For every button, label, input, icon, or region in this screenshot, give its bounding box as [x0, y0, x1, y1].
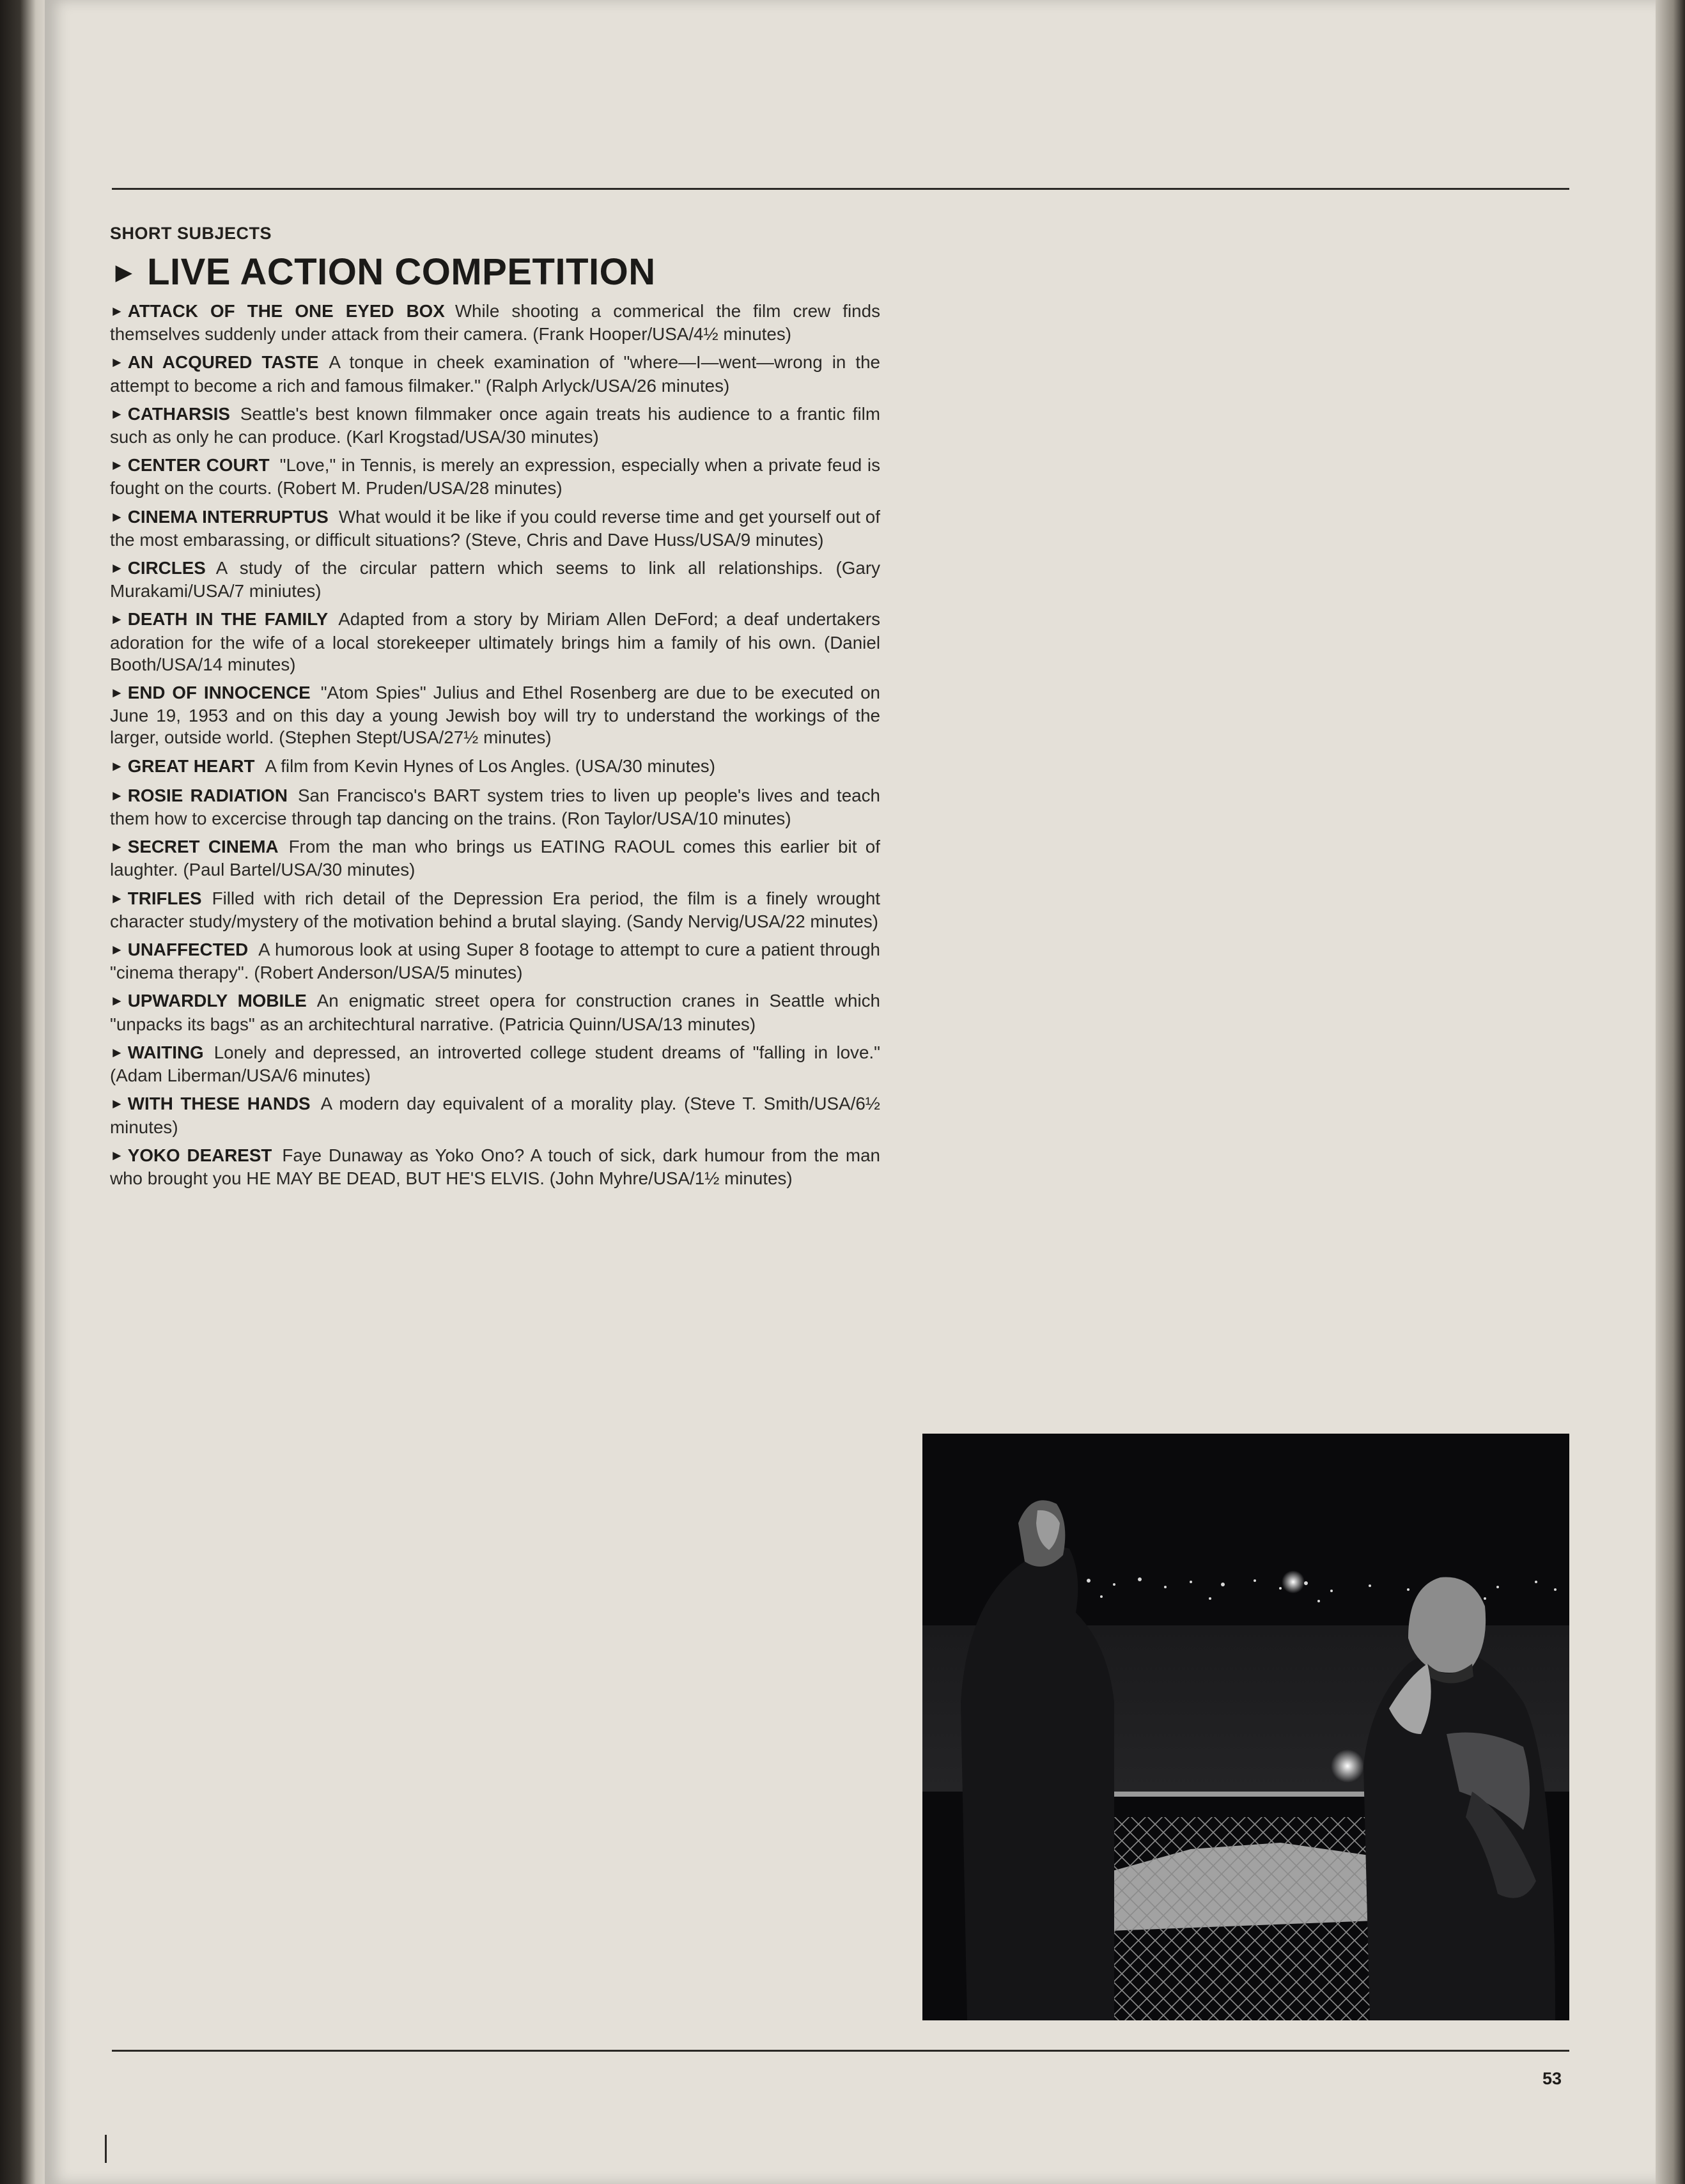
film-title: UPWARDLY MOBILE [127, 991, 307, 1011]
page-edge [1656, 0, 1685, 2184]
bullet-arrow-icon: ► [110, 508, 124, 525]
page-heading [110, 251, 656, 293]
film-entry [110, 454, 880, 499]
bullet-arrow-icon: ► [110, 839, 124, 855]
film-description: From the man who brings us EATING RAOUL comes this earlier bit of laughter. (Paul Bartel/USA/30 minutes) [110, 837, 880, 880]
bullet-arrow-icon: ► [110, 757, 124, 774]
bullet-arrow-icon: ► [110, 611, 124, 628]
film-title: WITH THESE HANDS [127, 1094, 311, 1114]
film-entry [110, 682, 880, 749]
film-description: "Love," in Tennis, is merely an expression, especially when a private feud is fought on the courts. (Robert M. Pruden/USA/28 minutes) [110, 455, 881, 499]
film-description: A humorous look at using Super 8 footage to attempt to cure a patient through "cinema therapy". (Robert Anderson/USA/5 minutes) [110, 940, 880, 983]
film-entry [110, 939, 880, 984]
film-description: What would it be like if you could reverse time and get yourself out of the most embarassing, or difficult situations? (Steve, Chris and Dave Huss/USA/9 minutes) [110, 506, 880, 550]
film-entry [110, 1042, 880, 1087]
bullet-arrow-icon: ► [110, 993, 124, 1009]
film-description: Seattle's best known filmmaker once again treats his audience to a frantic film such as only he can produce. (Karl Krogstad/USA/30 minutes) [110, 403, 880, 447]
binding-edge [0, 0, 45, 2184]
film-description: An enigmatic street opera for construction cranes in Seattle which "unpacks its bags" as an architechtural narrative. (Patricia Quinn/USA/13 minutes) [110, 991, 880, 1034]
film-entry [110, 785, 880, 830]
bullet-arrow-icon: ► [110, 787, 124, 803]
film-entry-list [110, 300, 880, 1196]
film-entry [110, 300, 880, 345]
bullet-arrow-icon: ► [110, 941, 124, 958]
film-description: "Atom Spies" Julius and Ethel Rosenberg are due to be executed on June 19, 1953 and on this day a young Jewish boy will try to understand the workings of the larger, outside world. (Stephen Stept/USA/27½ minutes) [110, 683, 880, 748]
film-title: SECRET CINEMA [127, 837, 279, 857]
film-description: San Francisco's BART system tries to liven up people's lives and teach them how to excercise through tap dancing on the trains. (Ron Taylor/USA/10 minutes) [110, 785, 880, 829]
film-title: DEATH IN THE FAMILY [127, 609, 329, 630]
film-title: ROSIE RADIATION [127, 785, 288, 805]
film-entry [110, 836, 880, 881]
film-still-photo [922, 1434, 1569, 2020]
bottom-rule [112, 2050, 1569, 2052]
film-description: A modern day equivalent of a morality play. (Steve T. Smith/USA/6½ minutes) [110, 1094, 880, 1137]
film-description: Lonely and depressed, an introverted college student dreams of "falling in love." (Adam Liberman/USA/6 minutes) [110, 1042, 880, 1086]
bullet-arrow-icon: ► [110, 1147, 124, 1163]
film-entry [110, 990, 880, 1035]
film-description: Filled with rich detail of the Depression Era period, the film is a finely wrought character study/mystery of the motivation behind a brutal slaying. (Sandy Nervig/USA/22 minutes) [110, 888, 880, 931]
bullet-arrow-icon: ► [110, 354, 124, 371]
bullet-arrow-icon: ► [110, 303, 124, 319]
film-entry [110, 608, 880, 676]
bullet-arrow-icon: ► [110, 560, 124, 577]
film-title: ATTACK OF THE ONE EYED BOX [127, 301, 445, 321]
film-entry [110, 557, 880, 602]
bullet-arrow-icon: ► [110, 1096, 124, 1112]
film-entry [110, 1145, 880, 1189]
film-title: YOKO DEAREST [127, 1145, 272, 1165]
film-title: CIRCLES [127, 558, 206, 578]
film-description: Adapted from a story by Miriam Allen DeFord; a deaf undertakers adoration for the wife of a local storekeeper ultimately brings him a family of his own. (Daniel Booth/USA/14 minutes) [110, 609, 880, 674]
heading-text: LIVE ACTION COMPETITION [147, 251, 656, 293]
heading-arrow-icon: ► [110, 257, 139, 288]
page-number: 53 [1542, 2069, 1562, 2088]
film-entry [110, 403, 880, 448]
film-description: Faye Dunaway as Yoko Ono? A touch of sick, dark humour from the man who brought you HE MAY BE DEAD, BUT HE'S ELVIS. (John Myhre/USA/1½ minutes) [110, 1145, 880, 1188]
film-entry [110, 888, 880, 933]
film-title: CINEMA INTERRUPTUS [127, 506, 329, 527]
film-entry [110, 352, 880, 396]
bullet-arrow-icon: ► [110, 890, 124, 906]
top-rule [112, 188, 1569, 190]
bullet-arrow-icon: ► [110, 405, 124, 422]
film-title: CATHARSIS [127, 403, 230, 424]
bullet-arrow-icon: ► [110, 457, 124, 474]
film-title: CENTER COURT [127, 455, 270, 476]
film-title: WAITING [127, 1042, 204, 1062]
section-label: SHORT SUBJECTS [110, 224, 272, 243]
film-entry [110, 755, 880, 778]
film-description: A study of the circular pattern which seems to link all relationships. (Gary Murakami/USA/7 miniutes) [110, 558, 880, 601]
film-entry [110, 1093, 880, 1138]
film-title: GREAT HEART [127, 755, 255, 776]
film-description: While shooting a commerical the film crew finds themselves suddenly under attack from their camera. (Frank Hooper/USA/4½ minutes) [110, 301, 880, 345]
film-description: A tonque in cheek examination of "where—I—went—wrong in the attempt to become a rich and famous filmaker." (Ralph Arlyck/USA/26 minutes) [110, 352, 880, 396]
film-entry [110, 506, 880, 551]
film-title: TRIFLES [127, 888, 202, 908]
crop-mark [105, 2135, 107, 2163]
film-title: AN ACQURED TASTE [127, 352, 319, 373]
film-description: A film from Kevin Hynes of Los Angles. (USA/30 minutes) [265, 755, 715, 776]
bullet-arrow-icon: ► [110, 1044, 124, 1060]
bullet-arrow-icon: ► [110, 685, 124, 701]
film-title: END OF INNOCENCE [127, 683, 311, 703]
film-title: UNAFFECTED [127, 940, 249, 960]
